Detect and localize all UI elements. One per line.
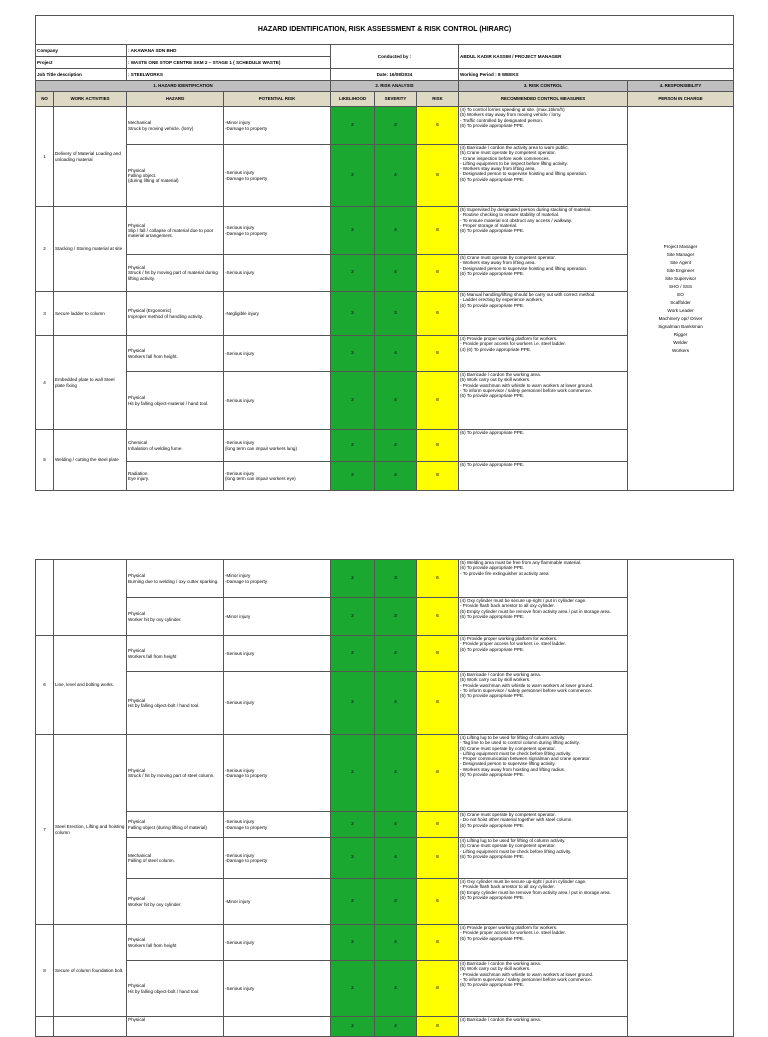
severity-cell: 4: [375, 336, 417, 372]
hazard-cell: Physical Falling object. (during lifting of material): [127, 145, 224, 207]
risk-cell: 8: [417, 636, 459, 672]
likelihood-cell: 2: [331, 598, 375, 636]
work-activity: [54, 1017, 127, 1037]
person-item: Work Leader: [667, 308, 694, 313]
risk-cell: 8: [417, 672, 459, 735]
section-risk-control: 3. RISK CONTROL: [459, 81, 628, 92]
risk-cell: 8: [417, 145, 459, 207]
hazard-cell: Physical Worker hit by oxy cylinder.: [127, 598, 224, 636]
risk-cell: 8: [417, 925, 459, 961]
risk-cell: 6: [417, 598, 459, 636]
row-number: 6: [36, 636, 54, 735]
hazard-cell: Physical Struck / hit by moving part of material during lifting activity.: [127, 255, 224, 292]
risk-cell: 8: [417, 336, 459, 372]
row-number: 4: [36, 336, 54, 430]
person-item: Workers: [672, 348, 690, 353]
hazard-cell: Physical Hit by falling object-bolt / hand tool.: [127, 961, 224, 1017]
hirarc-table-page-2: [35, 559, 734, 1037]
hazard-cell: Physical Struck / hit by moving part of steel column.: [127, 735, 224, 812]
person-item: Signalman Banksman: [658, 324, 703, 329]
likelihood-cell: 2: [331, 636, 375, 672]
hirarc-table-page-1: [35, 15, 734, 491]
person-in-charge-empty: [628, 560, 734, 1037]
control-measures-cell: (5) Crane must operate by competent operator. - Do not hoist other material together with steel column. (6) To provide appropriate PPE.: [459, 812, 628, 838]
control-measures-cell: (5) Crane must operate by competent operator. - Workers stay away from lifting area. - Designated person to supervise hoisting and lifting operation. (6) To provide appropriate PPE.: [459, 255, 628, 292]
severity-cell: 3: [375, 560, 417, 598]
likelihood-cell: 2: [331, 961, 375, 1017]
control-measures-cell: (4) Barricade / cordon the working area. (5) Work carry out by skill workers. - Provide watchman with whistle to warn workers at lower ground. - To inform supervisor / safety personnel before work commence. (6) To provide appropriate PPE.: [459, 672, 628, 735]
row-number: 8: [36, 925, 54, 1017]
potential-risk-cell: -Serious injury: [224, 636, 331, 672]
potential-risk-cell: -Serious injury -Damage to property: [224, 812, 331, 838]
potential-risk-cell: -Serious injury: [224, 961, 331, 1017]
col-header-no: NO: [36, 92, 54, 107]
potential-risk-cell: -Serious injury (long term can impair workers eye): [224, 462, 331, 491]
likelihood-cell: 2: [331, 672, 375, 735]
control-measures-cell: (4) Oxy cylinder must be secure up-right / put in cylinder cage. - Provide flash back arrestor to all oxy cylinder. (5) Empty cylinder must be remove from activity area / put in storage area. (6) To provide appropriate PPE.: [459, 879, 628, 925]
control-measures-cell: (6) To provide appropriate PPE.: [459, 462, 628, 491]
assessment-date: Date: 16/08/2024: [331, 69, 459, 81]
likelihood-cell: 2: [331, 560, 375, 598]
conducted-by-label: Conducted by :: [331, 45, 459, 69]
control-measures-cell: (5) Welding area must be free from any flammable material. (6) To provide appropriate PPE. - To provide fire extinguisher at activity area: [459, 560, 628, 598]
control-measures-cell: (4) Oxy cylinder must be secure up-right / put in cylinder cage. - Provide flash back arrestor to all oxy cylinder. (5) Empty cylinder must be remove from activity area / put in storage area. (6) To provide appropriate PPE.: [459, 598, 628, 636]
section-responsibility: 4. RESPONSIBILITY: [628, 81, 734, 92]
control-measures-cell: (4) Lifting lug to be used for lifting of column activity. (5) Crane must operate by competent operator. - Lifting equipment must be check before lifting activity. (6) To provide appropriate PPE.: [459, 838, 628, 879]
work-activity: Secure ladder to column: [54, 292, 127, 336]
document-title: HAZARD IDENTIFICATION, RISK ASSESSMENT & RISK CONTROL (HIRARC): [36, 16, 734, 45]
control-measures-cell: (4) Lifting lug to be used for lifting of column activity. - Tag line to be used to control column during lifting activity. (5) Crane must operate by competent operator. - Lifting equipment must be check before lifting activity. - Proper communication between signalman and crane operator. - Designated person to supervise lifting activity. - Workers stay away from hoisting and lifting radius. (6) To provide appropriate PPE.: [459, 735, 628, 812]
conducted-by-value: ABDUL KADIR KASSIM / PROJECT MANAGER: [459, 45, 734, 69]
severity-cell: 4: [375, 838, 417, 879]
hazard-cell: Physical Slip / fall / collapse of material due to poor material arrangement.: [127, 207, 224, 255]
hazard-cell: Physical Falling object (during lifting of material): [127, 812, 224, 838]
potential-risk-cell: -Negligible injury: [224, 292, 331, 336]
col-header-potential-risk: POTENTIAL RISK: [224, 92, 331, 107]
control-measures-cell: (4) Barricade / cordon the working area. (5) Work carry out by skill workers. - Provide watchman with whistle to warn workers at lower ground. - To inform supervisor / safety personnel before work commence. (6) To provide appropriate PPE.: [459, 372, 628, 430]
likelihood-cell: 2: [331, 812, 375, 838]
person-item: Site Supervisor: [664, 276, 697, 281]
likelihood-cell: 2: [331, 1017, 375, 1037]
col-header-likelihood: LIKELIHOOD: [331, 92, 375, 107]
work-activity: Secure of column foundation bolt.: [54, 925, 127, 1017]
severity-cell: 4: [375, 462, 417, 491]
hazard-cell: Radiation Eye injury.: [127, 462, 224, 491]
potential-risk-cell: -Serious injury: [224, 255, 331, 292]
potential-risk-cell: -Serious injury: [224, 672, 331, 735]
control-measures-cell: (4) Provide proper working platform for workers. - Provide proper access for workers i.e. steel ladder. (6) To provide appropriate PPE.: [459, 636, 628, 672]
work-activity: Stacking / Storing material at site: [54, 207, 127, 292]
likelihood-cell: 2: [331, 336, 375, 372]
severity-cell: 4: [375, 255, 417, 292]
potential-risk-cell: -Minor injury: [224, 879, 331, 925]
control-measures-cell: (4) Provide proper working platform for workers. - Provide proper access for workers i.e. steel ladder. (6) To provide appropriate PPE.: [459, 925, 628, 961]
likelihood-cell: 2: [331, 255, 375, 292]
col-header-hazard: HAZARD: [127, 92, 224, 107]
risk-cell: 8: [417, 462, 459, 491]
row-number: [36, 560, 54, 636]
control-measures-cell: (6) To provide appropriate PPE.: [459, 430, 628, 462]
likelihood-cell: 2: [331, 879, 375, 925]
person-item: SHO / SSS: [669, 284, 693, 289]
likelihood-cell: 2: [331, 925, 375, 961]
hazard-cell: Physical Burning due to welding / oxy cutter sparking.: [127, 560, 224, 598]
risk-cell: 8: [417, 961, 459, 1017]
person-item: Site Manager: [666, 252, 695, 257]
risk-cell: 6: [417, 292, 459, 336]
risk-cell: 6: [417, 879, 459, 925]
job-title-value: : STEELWORKS: [127, 69, 331, 81]
work-activity: Line, level and bolting works.: [54, 636, 127, 735]
severity-cell: 4: [375, 925, 417, 961]
work-activity: Welding / cutting the steel plate: [54, 430, 127, 491]
likelihood-cell: 2: [331, 145, 375, 207]
hazard-cell: Chemical Inhalation of welding fume.: [127, 430, 224, 462]
severity-cell: 4: [375, 672, 417, 735]
hazard-cell: Physical Worker hit by oxy cylinder.: [127, 879, 224, 925]
severity-cell: 4: [375, 207, 417, 255]
severity-cell: 4: [375, 145, 417, 207]
col-header-control-measures: RECOMMENDED CONTROL MEASURES: [459, 92, 628, 107]
severity-cell: 4: [375, 961, 417, 1017]
control-measures-cell: (4) Provide proper working platform for workers. - Provide proper access for workers i.e. steel ladder. (4) (6) To provide appropriate PPE.: [459, 336, 628, 372]
severity-cell: 4: [375, 372, 417, 430]
likelihood-cell: 2: [331, 207, 375, 255]
likelihood-cell: 2: [331, 372, 375, 430]
hazard-cell: Physical Workers fall from height: [127, 636, 224, 672]
working-period: Working Period : 8 WEEKS: [459, 69, 734, 81]
hazard-cell: Physical (Ergonomic) Improper method of handling activity.: [127, 292, 224, 336]
risk-cell: 8: [417, 1017, 459, 1037]
person-item: Scaffolder: [670, 300, 691, 305]
row-number: 3: [36, 292, 54, 336]
severity-cell: 4: [375, 636, 417, 672]
hazard-cell: Physical: [127, 1017, 224, 1037]
potential-risk-cell: -Serious injury (long term can impair workers lung): [224, 430, 331, 462]
potential-risk-cell: -Serious injury -Damage to property: [224, 145, 331, 207]
col-header-person-in-charge: PERSON IN CHARGE: [628, 92, 734, 107]
severity-cell: 4: [375, 812, 417, 838]
job-title-label: Job Title description: [36, 69, 127, 81]
likelihood-cell: 2: [331, 292, 375, 336]
likelihood-cell: 2: [331, 107, 375, 145]
risk-cell: 6: [417, 107, 459, 145]
person-item: EO: [677, 292, 684, 297]
control-measures-cell: (4) Barricade / cordon the working area.: [459, 1017, 628, 1037]
person-item: Rigger: [673, 332, 688, 337]
hazard-cell: Mechanical Falling of steel column.: [127, 838, 224, 879]
col-header-risk: RISK: [417, 92, 459, 107]
potential-risk-cell: [224, 1017, 331, 1037]
likelihood-cell: 2: [331, 430, 375, 462]
hazard-cell: Mechanical Struck by moving vehicle. (lorry): [127, 107, 224, 145]
row-number: 5: [36, 430, 54, 491]
person-item: Site Agent: [670, 260, 692, 265]
severity-cell: 3: [375, 879, 417, 925]
severity-cell: 4: [375, 1017, 417, 1037]
col-header-severity: SEVERITY: [375, 92, 417, 107]
potential-risk-cell: -Minor injury -Damage to property: [224, 560, 331, 598]
control-measures-cell: (5) Manual handling/lifting should be carry out with correct method. - Ladder erecting by experience workers. (6) To provide appropriate PPE.: [459, 292, 628, 336]
potential-risk-cell: -Serious injury -Damage to property: [224, 735, 331, 812]
control-measures-cell: (4) Barricade / cordon the activity area to warn public. (5) Crane must operate by competent operator. - Crane inspection before work commences. - Lifting equipment to be inspect before lifting activity. - Workers stay away from lifting area. - Designated person to supervise hoisting and lifting operation. (6) To provide appropriate PPE.: [459, 145, 628, 207]
risk-cell: 6: [417, 560, 459, 598]
potential-risk-cell: -Serious injury -Damage to property: [224, 838, 331, 879]
company-label: Company: [36, 45, 127, 57]
severity-cell: 3: [375, 598, 417, 636]
section-risk-analysis: 2. RISK ANALYSIS: [331, 81, 459, 92]
risk-cell: 8: [417, 255, 459, 292]
person-item: Machinery opr/ Driver: [658, 316, 703, 321]
hazard-cell: Physical Hit by falling object-bolt / hand tool.: [127, 672, 224, 735]
severity-cell: 4: [375, 430, 417, 462]
potential-risk-cell: -Serious injury: [224, 372, 331, 430]
col-header-activities: WORK ACTIVITIES: [54, 92, 127, 107]
potential-risk-cell: -Serious injury: [224, 336, 331, 372]
control-measures-cell: (4) Barricade / cordon the working area. (5) Work carry out by skill workers. - Provide watchman with whistle to warn workers at lower ground. - To inform supervisor / safety personnel before work commence. (6) To provide appropriate PPE.: [459, 961, 628, 1017]
risk-cell: 8: [417, 207, 459, 255]
risk-cell: 8: [417, 812, 459, 838]
project-value: : WASTE ONE STOP CENTRE SKM 2 – STAGE 1 ( SCHEDULE WASTE): [127, 57, 331, 69]
row-number: [36, 1017, 54, 1037]
section-hazard-identification: 1. HAZARD IDENTIFICATION: [36, 81, 331, 92]
severity-cell: 3: [375, 292, 417, 336]
severity-cell: 4: [375, 735, 417, 812]
potential-risk-cell: -Serious injury: [224, 925, 331, 961]
severity-cell: 3: [375, 107, 417, 145]
risk-cell: 8: [417, 735, 459, 812]
likelihood-cell: 2: [331, 735, 375, 812]
row-number: 1: [36, 107, 54, 207]
work-activity: [54, 560, 127, 636]
row-number: 7: [36, 735, 54, 925]
risk-cell: 8: [417, 372, 459, 430]
likelihood-cell: 2: [331, 462, 375, 491]
table-row: [36, 107, 734, 145]
likelihood-cell: 2: [331, 838, 375, 879]
person-item: Project Manager: [663, 244, 698, 249]
control-measures-cell: (4) To control lorries speeding at site. (max.15km/h) (5) Workers stay away from moving vehicle / lorry. - Traffic controlled by designated person. (6) To provide appropriate PPE.: [459, 107, 628, 145]
hazard-cell: Physical Workers fall from height: [127, 925, 224, 961]
project-label: Project: [36, 57, 127, 69]
work-activity: Delivery of Material Loading and unloading material: [54, 107, 127, 207]
person-in-charge-list: [628, 107, 734, 491]
table-row: [36, 560, 734, 598]
potential-risk-cell: -Minor injury -Damage to property: [224, 107, 331, 145]
hazard-cell: Physical Hit by falling object-material / hand tool.: [127, 372, 224, 430]
risk-cell: 8: [417, 838, 459, 879]
control-measures-cell: (5) Supervised by designated person during stacking of material. - Routine checking to ensure stability of material. - To ensure material not obstruct any access / walkway. - Proper storage of material. (6) To provide appropriate PPE.: [459, 207, 628, 255]
potential-risk-cell: -Serious injury -Damage to property: [224, 207, 331, 255]
work-activity: Embedded plate to wall Steel plate fixing: [54, 336, 127, 430]
hirarc-sheet-page-2: [35, 559, 733, 1029]
potential-risk-cell: -Minor injury: [224, 598, 331, 636]
hirarc-sheet-page-1: [35, 15, 733, 491]
row-number: 2: [36, 207, 54, 292]
person-item: Site Engineer: [666, 268, 695, 273]
company-value: : AKAWANA SDN BHD: [127, 45, 331, 57]
person-item: Welder: [673, 340, 688, 345]
hazard-cell: Physical Workers fall from height.: [127, 336, 224, 372]
work-activity: Steel Erection, Lifting and hoisting column: [54, 735, 127, 925]
risk-cell: 8: [417, 430, 459, 462]
